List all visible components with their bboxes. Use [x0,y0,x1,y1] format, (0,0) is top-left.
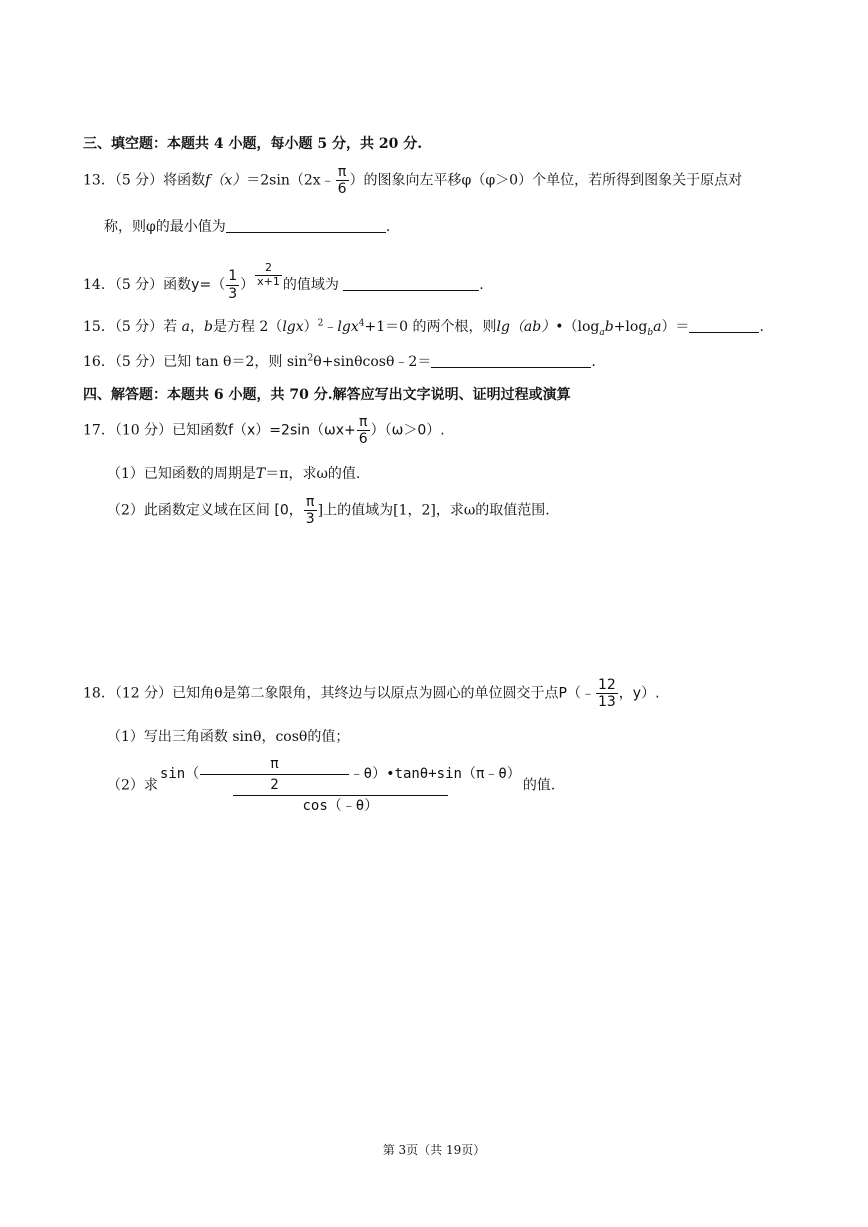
q15-mid2: ） [303,319,318,335]
question-13-line2 [104,218,390,236]
q18-part-1: （1）写出三角函数 sinθ，cosθ的值； [107,729,350,745]
section-4-heading: 四、解答题：本题共 6 小题，共 70 分.解答应写出文字说明、证明过程或演算 [83,387,571,403]
q15-lg: lg（ab） [496,319,556,335]
q13-suffix: ）的图象向左平移φ（φ＞0）个单位，若所得到图象关于原点对 [349,172,743,189]
q17-func: f（x）=2sin（ωx+ [228,422,356,439]
q15-period: . [759,319,764,335]
q15-b: b [203,319,213,335]
question-14 [83,262,484,302]
q17-p1-T: T [255,466,266,482]
q18-den: 13 [597,694,616,711]
q14-exponent-fraction [255,262,282,288]
q18-expression [158,756,523,815]
question-17 [83,414,445,447]
q18-expr-sin: sin（ [159,766,200,783]
q15-mid5: •（log [555,319,600,335]
q13-end: . [385,219,391,235]
q13-func: f（x） [205,172,247,189]
q13-frac-num: π [337,164,347,180]
q14-base-den: 3 [228,285,238,302]
q17-p1-b: ＝π，求ω的值. [265,466,361,482]
q15-mid4: +1＝0 的两个根，则 [364,319,497,335]
q13-line2: 称，则φ的最小值为 [104,219,226,235]
q16-prefix: 16．（5 分）已知 tan θ＝2，则 sin [83,354,308,370]
q14-base-num: 1 [228,268,238,285]
q18-expr-numerator [158,756,523,795]
q15-mid: 是方程 2（ [212,319,283,335]
question-18 [83,677,660,710]
page-footer: 第 3页（共 19页） [382,1143,486,1157]
q15-prefix: 15．（5 分）若 [83,319,178,335]
q17-suffix: ）（ω＞0）. [370,422,445,439]
q18-expr-fraction [200,756,348,793]
q14-exp-den: x+1 [257,274,280,288]
q14-answer-blank[interactable] [343,276,479,291]
q17-p2-b: ]上的值域为[1，2]，求ω的取值范围. [317,502,550,519]
q15-lgx1: lgx [282,319,304,335]
q17-p2-den: 3 [305,511,315,528]
question-16 [83,353,596,371]
q16-rest: θ+sinθcosθ﹣2＝ [313,354,432,370]
q15-answer-blank[interactable] [689,318,759,333]
q15-sup2: 2 [317,318,324,329]
q17-part-2 [107,494,550,527]
q14-end: . [479,277,484,293]
question-13 [83,164,742,197]
q13-fraction [336,164,349,197]
q13-answer-blank[interactable] [226,218,386,233]
q17-p1-a: （1）已知函数的周期是 [107,466,256,482]
q17-p2-bracket: [0， [274,502,303,519]
q14-suffix: 的值域为 [282,277,339,293]
q14-exp-num: 2 [264,261,272,274]
q15-lgx2: lgx [337,319,359,335]
q15-comma: ， [189,319,204,335]
q15-plus-log: +log [613,319,648,335]
q18-num: 12 [597,677,616,693]
question-15 [83,318,764,339]
q15-b2: b [604,319,614,335]
q15-a2: a [653,319,662,335]
q17-p2-num: π [305,494,315,510]
q15-sup4: 4 [358,318,365,329]
q18-P: P（﹣ [558,685,595,702]
q13-prefix: 13．（5 分）将函数 [83,172,206,189]
q15-end: ）＝ [661,319,690,335]
q17-p2-a: （2）此函数定义域在区间 [107,502,270,519]
q15-sub-a: a [599,327,605,338]
q16-end: . [591,354,596,370]
q15-mid3: ﹣ [323,319,338,335]
q18-p2-a: （2）求 [107,777,158,794]
q17-part-1 [107,466,360,483]
q14-base-fraction [226,268,239,301]
q17-prefix: 17．（10 分）已知函数 [83,422,229,439]
q15-a: a [181,319,190,335]
q17-frac-den: 6 [358,431,368,448]
q18-prefix: 18．（12 分）已知角θ是第二象限角，其终边与以原点为圆心的单位圆交于点 [83,685,559,702]
q18-expr-2: 2 [200,774,348,793]
q18-suffix: ，y）. [618,685,660,702]
q17-fraction [357,414,370,447]
q16-sup2: 2 [307,353,314,364]
q18-expr-pi: π [270,756,279,772]
q17-p2-fraction [304,494,317,527]
q14-prefix: 14．（5 分）函数 [83,277,192,293]
q14-close: ） [240,277,255,293]
q13-frac-den: 6 [337,181,347,198]
q18-p2-b: 的值. [522,777,556,794]
q13-eq: ＝2sin（2x﹣ [246,172,335,189]
q14-y: y=（ [191,277,226,293]
q15-sub-b: b [647,327,654,338]
section-3-heading: 三、填空题：本题共 4 小题，每小题 5 分，共 20 分. [83,136,423,152]
q16-answer-blank[interactable] [431,353,591,368]
q18-expr-denominator: cos（﹣θ） [233,795,449,815]
q18-part-2 [107,756,555,815]
q18-expr-rest: ﹣θ）•tanθ+sin（π﹣θ） [349,766,521,783]
q18-fraction [596,677,618,710]
q17-frac-num: π [358,414,368,430]
